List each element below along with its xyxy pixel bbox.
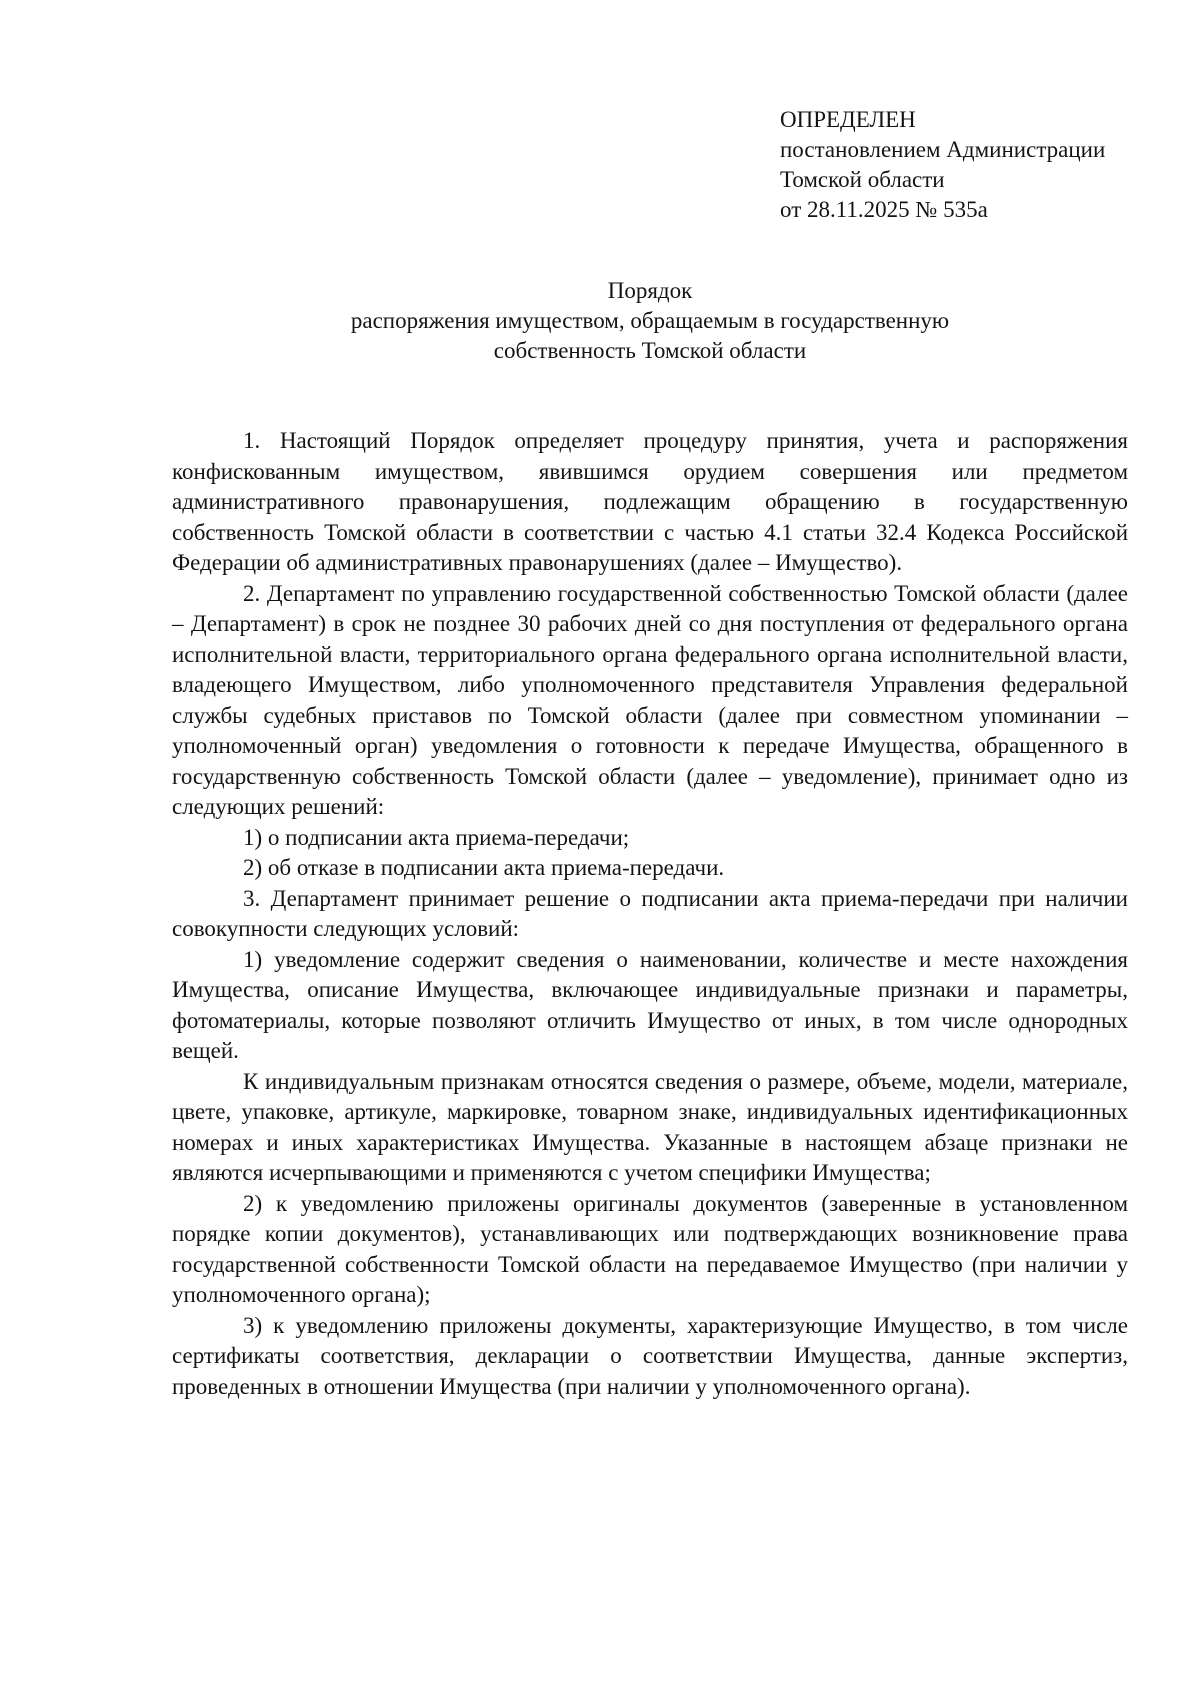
paragraph-3-item-1-note: К индивидуальным признакам относятся сведения о размере, объеме, модели, материале, цвете, упаковке, артикуле, маркировке, товарном знаке, индивидуальных идентификационных номерах и иных характеристиках Имущества. Указанные в настоящем абзаце признаки не являются исчерпывающими и применяются с учетом специфики Имущества;	[172, 1068, 1128, 1185]
approval-date: от 28.11.2025 № 535а	[780, 197, 988, 222]
approval-line: постановлением Администрации	[780, 137, 1106, 162]
title-line: собственность Томской области	[493, 338, 807, 363]
title-line: Порядок	[607, 278, 693, 303]
paragraph-1: 1. Настоящий Порядок определяет процедуру принятия, учета и распоряжения конфискованным имуществом, явившимся орудием совершения или предметом административного правонарушения, подлежащим обращению в государственную собственность Томской области в соответствии с частью 4.1 статьи 32.4 Кодекса Российской Федерации об административных правонарушениях (далее – Имущество).	[172, 428, 1128, 575]
approval-line: ОПРЕДЕЛЕН	[780, 107, 916, 132]
document-title	[172, 276, 1128, 366]
paragraph-2-item-2: 2) об отказе в подписании акта приема-передачи.	[243, 855, 725, 880]
title-line: распоряжения имуществом, обращаемым в государственную	[350, 308, 950, 333]
paragraph-2: 2. Департамент по управлению государственной собственностью Томской области (далее – Департамент) в срок не позднее 30 рабочих дней со дня поступления от федерального органа исполнительной власти, территориального органа федерального органа исполнительной власти, владеющего Имуществом, либо уполномоченного представителя Управления федеральной службы судебных приставов по Томской области (далее при совместном упоминании – уполномоченный орган) уведомления о готовности к передаче Имущества, обращенного в государственную собственность Томской области (далее – уведомление), принимает одно из следующих решений:	[172, 580, 1128, 819]
paragraph-2-item-1: 1) о подписании акта приема-передачи;	[243, 824, 630, 850]
approval-line: Томской области	[780, 167, 945, 192]
paragraph-3-item-3: 3) к уведомлению приложены документы, характеризующие Имущество, в том числе сертификаты соответствия, декларации о соответствии Имущества, данные экспертиз, проведенных в отношении Имущества (при наличии у уполномоченного органа).	[172, 1312, 1128, 1399]
paragraph-3-item-1: 1) уведомление содержит сведения о наименовании, количестве и месте нахождения Имущества, описание Имущества, включающее индивидуальные признаки и параметры, фотоматериалы, которые позволяют отличить Имущество от иных, в том числе однородных вещей.	[172, 946, 1128, 1063]
paragraph-3-item-2: 2) к уведомлению приложены оригиналы документов (заверенные в установленном порядке копии документов), устанавливающих или подтверждающих возникновение права государственной собственности Томской области на передаваемое Имущество (при наличии у уполномоченного органа);	[172, 1190, 1128, 1307]
paragraph-3: 3. Департамент принимает решение о подписании акта приема-передачи при наличии совокупности следующих условий:	[172, 885, 1128, 941]
document-body	[172, 426, 1128, 1402]
approval-stamp	[780, 105, 1105, 225]
